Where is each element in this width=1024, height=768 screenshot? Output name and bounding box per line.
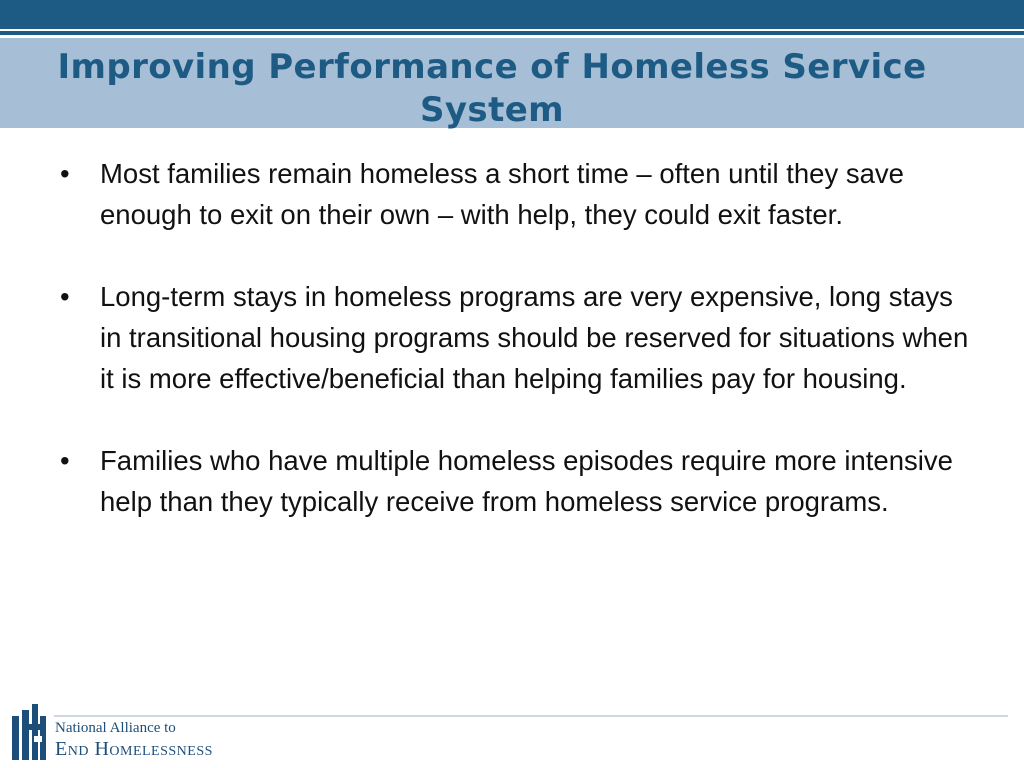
bullet-item (60, 153, 980, 235)
logo-text-line1: National Alliance to (55, 720, 176, 736)
bullet-text: Long-term stays in homeless programs are very expensive, long stays in transitional housing programs should be reserved for situations when it is more effective/beneficial than helping families pay for housing. (100, 281, 969, 394)
bullet-text: Families who have multiple homeless episodes require more intensive help than they typically receive from homeless service programs. (100, 445, 953, 517)
bullet-item (60, 440, 980, 522)
organization-logo (10, 700, 270, 762)
bullet-text: Most families remain homeless a short time – often until they save enough to exit on their own – with help, they could exit faster. (100, 158, 904, 230)
bullet-marker: • (60, 281, 70, 312)
bullet-item (60, 276, 980, 399)
header-top-bar (0, 0, 1024, 29)
bullet-list (60, 153, 980, 563)
header-stripe (0, 31, 1024, 35)
slide-title: Improving Performance of Homeless Service System (57, 47, 927, 130)
bullet-marker: • (60, 158, 70, 189)
logo-text-line2: End Homelessness (55, 738, 213, 760)
bullet-marker: • (60, 445, 70, 476)
house-logo-icon (10, 702, 50, 762)
